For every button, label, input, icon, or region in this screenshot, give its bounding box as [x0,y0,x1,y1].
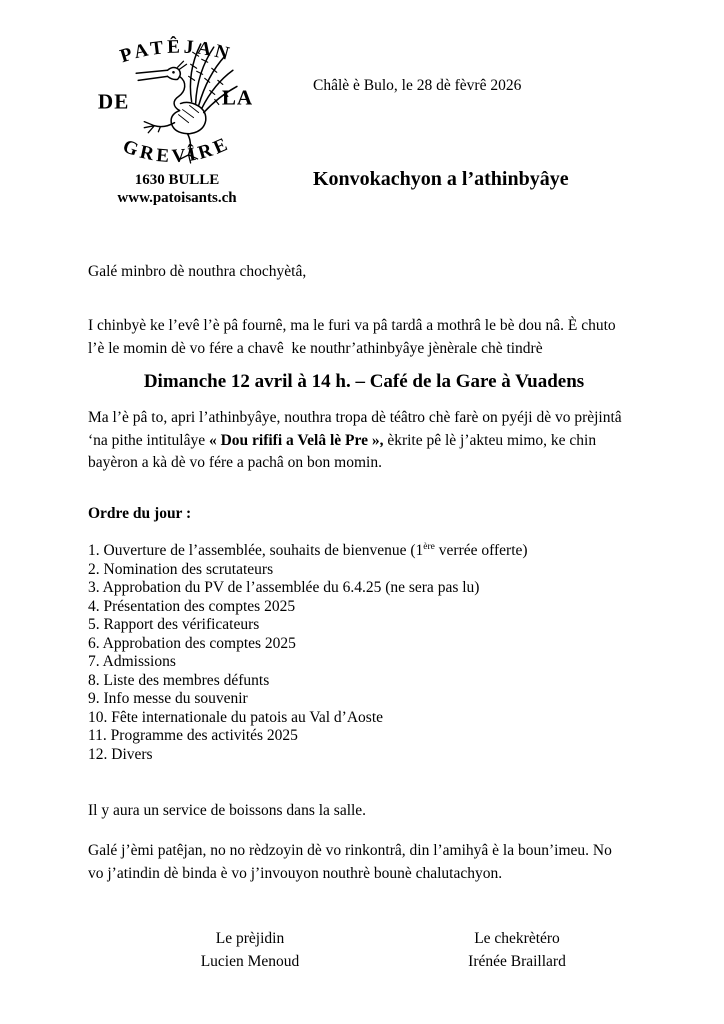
agenda-item: 7. Admissions [88,653,176,670]
text-segment: verrée offerte) [434,542,528,559]
closing-paragraph [88,840,612,885]
text-segment: 1. Ouverture de l’assemblée, souhaits de bienvenue (1 [88,542,424,559]
logo-arc-top-text: PATÊJAN [117,36,235,68]
agenda-item: 9. Info messe du souvenir [88,690,248,707]
signature-secretary [437,928,597,973]
signature-name: Lucien Menoud [200,952,300,970]
signature-president [170,928,330,973]
signature-name: Irénée Braillard [468,952,566,970]
agenda-item: 2. Nomination des scrutateurs [88,560,274,578]
text-line: l’è le momin dè vo fére a chavê ke nouthr’athinbyâye jènèrale chè tindrè [88,339,543,357]
signature-role: Le prèjidin [215,930,285,947]
agenda-title: Ordre du jour : [88,505,192,522]
paragraph-theatre [88,407,622,475]
agenda-item: 11. Programme des activités 2025 [88,727,298,744]
agenda-item: 6. Approbation des comptes 2025 [88,634,296,652]
agenda-item: 5. Rapport des vérificateurs [88,616,260,633]
society-emblem [93,30,261,171]
text-line [88,430,622,453]
ordinal-superscript: ère [423,542,435,552]
agenda-list [88,542,528,764]
text-line: Ma l’è pâ to, apri l’athinbyâye, nouthra tropa dè téâtro chè farè on pyéji dè vo prèjintâ [88,409,622,426]
agenda-item: 10. Fête internationale du patois au Val d’Aoste [88,708,384,726]
logo-word-de: DE [97,89,130,114]
paragraph-intro [88,315,616,360]
logo-arc-bottom-text: GREVÎRE [119,132,234,168]
agenda-item: 8. Liste des membres défunts [88,671,270,689]
society-logo [93,30,261,207]
salutation: Galé minbro dè nouthra chochyètâ, [88,263,307,280]
agenda-item: 3. Approbation du PV de l’assemblée du 6.4.25 (ne sera pas lu) [88,579,480,596]
event-line: Dimanche 12 avril à 14 h. – Café de la Gare à Vuadens [143,371,585,392]
agenda-item [88,542,528,561]
dateline: Châlè è Bulo, le 28 dè fèvrê 2026 [313,77,522,94]
service-note: Il y aura un service de boissons dans la salle. [88,802,367,819]
document-title: Konvokachyon a l’athinbyâye [313,168,569,190]
text-line: I chinbyè ke l’evê l’è pâ fournê, ma le furi va pâ tardâ a mothrâ le bè dou nâ. È chuto [88,317,616,334]
text-segment: èkrite pê lè j’akteu mimo, ke chin [383,431,597,449]
agenda-item: 12. Divers [88,745,153,763]
text-line: Galé j’èmi patêjan, no no rèdzoyin dè vo rinkontrâ, din l’amihyâ è la boun’imeu. No [88,842,612,859]
signature-role: Le chekrètéro [474,930,560,947]
logo-website: www.patoisants.ch [117,190,237,206]
play-title: « Dou rififi a Velâ lè Pre », [208,431,384,449]
logo-word-la: LA [221,85,254,110]
text-segment: ‘na pithe intitulâye [88,431,209,449]
logo-address: 1630 BULLE [134,172,220,188]
text-line: bayèron a kà dè vo fére a pachâ on bon momin. [88,454,382,471]
agenda-item: 4. Présentation des comptes 2025 [88,597,296,615]
text-line: vo j’atindin dè binda è vo j’invouyon nouthrè bounè chalutachyon. [88,864,503,882]
